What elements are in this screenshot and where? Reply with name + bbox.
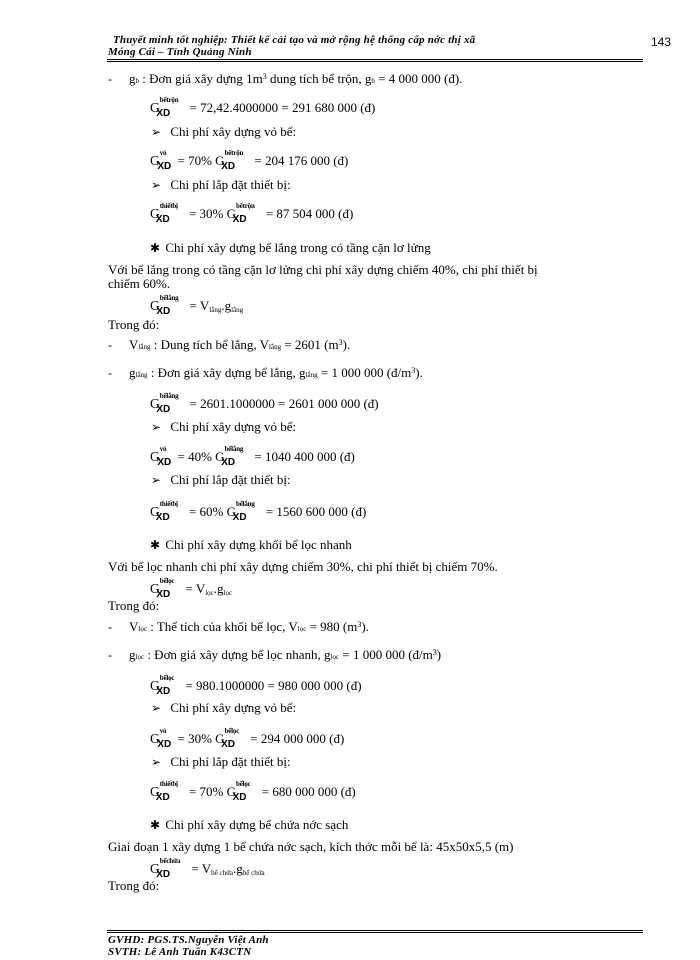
bullet-vo-be xyxy=(151,124,296,140)
formula-rhs: .g xyxy=(221,298,232,313)
subscript: XD xyxy=(232,792,247,803)
list-item-v-lang-text xyxy=(129,337,350,353)
formula-rhs: = 1560 600 000 (đ) xyxy=(262,504,367,519)
paragraph-line: Với bể lọc nhanh chi phí xây dựng chiếm 30%, chi phí thiết bị chiếm 70%. xyxy=(108,559,498,574)
formula-rhs: .g xyxy=(233,861,243,876)
text: : Đơn giá xây dựng bể lắng, g xyxy=(147,365,306,380)
list-item-g-loc-text xyxy=(129,647,441,663)
sup: 3 xyxy=(411,366,416,375)
text: ) xyxy=(436,647,442,662)
superscript: bểlọc xyxy=(236,780,251,788)
superscript: thiếtbị xyxy=(159,500,178,508)
section-heading: Chi phí xây dựng bể chứa nớc sạch xyxy=(165,817,349,832)
g-symbol: G xyxy=(150,861,160,876)
formula-rhs: = 980.1000000 = 980 000 000 (đ) xyxy=(182,678,362,693)
formula-rhs: = 1040 400 000 (đ) xyxy=(251,449,355,464)
arrow-bullet-icon: ➢ xyxy=(151,420,162,434)
subscript: XD xyxy=(155,792,170,803)
superscript: bểlắng xyxy=(159,392,179,400)
text: : Đơn giá xây dựng 1m xyxy=(139,71,263,86)
footer-rule xyxy=(107,930,643,931)
subscript: lọc xyxy=(223,589,233,597)
formula-g-thiet-bi xyxy=(150,202,365,225)
g-symbol: G xyxy=(150,581,160,596)
subscript: XD xyxy=(156,108,171,119)
formula-g-be-loc-value xyxy=(150,674,368,697)
asterisk-bullet-icon: ✱ xyxy=(150,241,161,255)
superscript: vỏ xyxy=(159,149,167,157)
section-be-chua xyxy=(150,817,348,833)
list-item-g-loc xyxy=(108,647,112,663)
paragraph-line: Giai đoạn 1 xây dựng 1 bể chứa nớc sạch, kích thớc mỗi bể là: 45x50x5,5 (m) xyxy=(108,839,514,854)
var-sub: lọc xyxy=(135,653,145,661)
bullet-thiet-bi-3 xyxy=(151,754,291,770)
text: ). xyxy=(342,337,351,352)
subscript: XD xyxy=(157,457,172,468)
formula-rhs: = 680 000 000 (đ) xyxy=(258,784,356,799)
formula-mid: = 70% G xyxy=(174,153,225,168)
dash: - xyxy=(108,338,112,352)
subscript: XD xyxy=(221,739,236,750)
arrow-bullet-icon: ➢ xyxy=(151,755,162,769)
subscript: XD xyxy=(221,161,236,172)
header-subtitle: Móng Cái – Tỉnh Quảng Ninh xyxy=(108,46,252,58)
formula-rhs: = V xyxy=(182,581,206,596)
text: = 980 (m xyxy=(306,619,358,634)
subscript: XD xyxy=(157,161,172,172)
subscript: XD xyxy=(155,512,170,523)
superscript: vỏ xyxy=(159,445,167,453)
formula-mid: = 30% G xyxy=(185,206,237,221)
list-item-gb-text xyxy=(129,71,462,87)
g-symbol: G xyxy=(150,153,160,168)
footer-advisor: GVHD: PGS.TS.Nguyễn Việt Anh xyxy=(108,934,269,946)
var-sub: b xyxy=(135,77,139,85)
var: g xyxy=(129,365,136,380)
formula-rhs: = 87 504 000 (đ) xyxy=(262,206,354,221)
subscript: XD xyxy=(155,214,170,225)
bullet-thiet-bi xyxy=(151,177,291,193)
section-be-lang xyxy=(150,240,431,256)
header-rule xyxy=(107,59,643,60)
bullet-text: Chi phí lắp đặt thiết bị: xyxy=(170,177,291,192)
formula-g-thiet-bi-2 xyxy=(150,500,378,523)
dash: - xyxy=(108,620,112,634)
superscript: bểtrộn xyxy=(159,96,179,104)
g-symbol: G xyxy=(150,396,160,411)
bullet-thiet-bi-2 xyxy=(151,472,291,488)
g-symbol: G xyxy=(150,678,160,693)
bullet-text: Chi phí xây dựng vỏ bể: xyxy=(170,124,297,139)
trong-do-label: Trong đó: xyxy=(108,598,160,613)
var: V xyxy=(129,619,139,634)
subscript: XD xyxy=(157,739,172,750)
paragraph-line: Với bể lắng trong có tầng cặn lơ lửng chi phí xây dựng chiếm 40%, chi phí thiết bị xyxy=(108,262,538,277)
sup: 3 xyxy=(432,648,437,657)
g-symbol: G xyxy=(150,504,160,519)
superscript: bểlắng xyxy=(224,445,244,453)
subscript: XD xyxy=(156,306,171,317)
trong-do-label: Trong đó: xyxy=(108,878,160,893)
formula-g-vo-2 xyxy=(150,445,367,468)
superscript: vỏ xyxy=(159,727,167,735)
superscript: bểlắng xyxy=(159,294,179,302)
formula-g-be-lang xyxy=(150,294,249,317)
g-symbol: G xyxy=(150,731,160,746)
subscript: lắng xyxy=(231,306,244,314)
sub: lọc xyxy=(297,625,307,633)
text: = 2601 (m xyxy=(281,337,339,352)
text: : Đơn giá xây dựng bể lọc nhanh, g xyxy=(144,647,331,662)
superscript: thiếtbị xyxy=(159,780,178,788)
section-heading: Chi phí xây dựng khối bể lọc nhanh xyxy=(165,537,352,552)
g-symbol: G xyxy=(150,206,160,221)
subscript: XD xyxy=(156,404,171,415)
header-title: Thuyết minh tốt nghiệp: Thiết kế cải tạo và mở rộng hệ thống cấp nớc thị xã xyxy=(113,34,476,46)
formula-rhs: = 72,42.4000000 = 291 680 000 (đ) xyxy=(186,100,376,115)
list-item-v-loc-text xyxy=(129,619,369,635)
sub: lọc xyxy=(330,653,340,661)
sub: lắng xyxy=(269,343,282,351)
formula-mid: = 30% G xyxy=(174,731,225,746)
text: = 4 000 000 (đ). xyxy=(374,71,463,86)
footer-student: SVTH: Lê Anh Tuấn K43CTN xyxy=(108,946,252,958)
subscript: XD xyxy=(232,214,247,225)
formula-mid: = 70% G xyxy=(185,784,237,799)
dash: - xyxy=(108,72,112,86)
list-item-v-lang xyxy=(108,337,112,353)
text: : Thể tích của khối bể lọc, V xyxy=(146,619,298,634)
section-be-loc xyxy=(150,537,352,553)
var-sub: lắng xyxy=(138,343,151,351)
dash: - xyxy=(108,648,112,662)
dash: - xyxy=(108,366,112,380)
bullet-text: Chi phí lắp đặt thiết bị: xyxy=(170,472,291,487)
subscript: lọc xyxy=(205,589,214,597)
sup: 3 xyxy=(338,338,343,347)
section-heading: Chi phí xây dựng bể lắng trong có tầng cặn lơ lửng xyxy=(165,240,431,255)
text: dung tích bể trộn, g xyxy=(266,71,372,86)
bullet-text: Chi phí lắp đặt thiết bị: xyxy=(170,754,291,769)
formula-g-thiet-bi-3 xyxy=(150,780,368,803)
text: = 1 000 000 (đ/m xyxy=(339,647,433,662)
subscript: XD xyxy=(156,869,171,880)
subscript: XD xyxy=(156,589,171,600)
list-item-gb xyxy=(108,71,112,87)
superscript: bểtrộn xyxy=(224,149,244,157)
formula-mid: = 60% G xyxy=(185,504,237,519)
formula-rhs: = 294 000 000 (đ) xyxy=(247,731,345,746)
superscript: thiếtbị xyxy=(159,202,178,210)
formula-rhs: = V xyxy=(186,298,210,313)
list-item-v-loc xyxy=(108,619,112,635)
var: g xyxy=(129,71,136,86)
arrow-bullet-icon: ➢ xyxy=(151,473,162,487)
footer-rule-2 xyxy=(107,932,643,933)
asterisk-bullet-icon: ✱ xyxy=(150,538,161,552)
superscript: bểlọc xyxy=(159,577,175,585)
header-rule-2 xyxy=(107,61,643,62)
var: V xyxy=(129,337,139,352)
bullet-text: Chi phí xây dựng vỏ bể: xyxy=(170,419,297,434)
list-item-g-lang xyxy=(108,365,112,381)
formula-rhs: .g xyxy=(213,581,224,596)
arrow-bullet-icon: ➢ xyxy=(151,178,162,192)
formula-g-vo-3 xyxy=(150,727,356,750)
subscript: XD xyxy=(232,512,247,523)
formula-g-be-chua xyxy=(150,857,271,880)
formula-rhs: = 2601.1000000 = 2601 000 000 (đ) xyxy=(186,396,379,411)
arrow-bullet-icon: ➢ xyxy=(151,701,162,715)
formula-rhs: = V xyxy=(188,861,212,876)
g-symbol: G xyxy=(150,298,160,313)
superscript: bểlắng xyxy=(236,500,255,508)
var-sub: lắng xyxy=(135,371,148,379)
subscript: XD xyxy=(221,457,236,468)
bullet-vo-be-3 xyxy=(151,700,296,716)
g-symbol: G xyxy=(150,784,160,799)
text: = 1 000 000 (đ/m xyxy=(317,365,412,380)
sup: 3 xyxy=(262,72,267,81)
arrow-bullet-icon: ➢ xyxy=(151,125,162,139)
g-symbol: G xyxy=(150,449,160,464)
trong-do-label: Trong đó: xyxy=(108,317,160,332)
superscript: bểlọc xyxy=(159,674,175,682)
text: : Dung tích bể lắng, V xyxy=(150,337,270,352)
subscript: XD xyxy=(156,686,171,697)
page-number: 143 xyxy=(651,35,672,49)
sub: lắng xyxy=(305,371,318,379)
formula-g-be-lang-value xyxy=(150,392,385,415)
subscript: bể chứa xyxy=(242,869,265,877)
formula-g-vo xyxy=(150,149,360,172)
bullet-vo-be-2 xyxy=(151,419,296,435)
text: ). xyxy=(415,365,423,380)
sup: 3 xyxy=(357,620,362,629)
var-sub: lọc xyxy=(138,625,147,633)
superscript: bểchứa xyxy=(159,857,181,865)
paragraph-line: chiếm 60%. xyxy=(108,276,171,291)
subscript: lắng xyxy=(209,306,222,314)
superscript: bểtrộn xyxy=(236,202,255,210)
formula-rhs: = 204 176 000 (đ) xyxy=(251,153,349,168)
subscript: bể chứa xyxy=(211,869,234,877)
formula-mid: = 40% G xyxy=(174,449,225,464)
bullet-text: Chi phí xây dựng vỏ bể: xyxy=(170,700,297,715)
var: g xyxy=(129,647,136,662)
g-symbol: G xyxy=(150,100,160,115)
superscript: bểlọc xyxy=(224,727,240,735)
text: ). xyxy=(361,619,369,634)
list-item-g-lang-text xyxy=(129,365,423,381)
formula-g-be-tron xyxy=(150,96,381,119)
sub: b xyxy=(371,77,375,85)
formula-g-be-loc xyxy=(150,577,238,600)
asterisk-bullet-icon: ✱ xyxy=(150,818,161,832)
